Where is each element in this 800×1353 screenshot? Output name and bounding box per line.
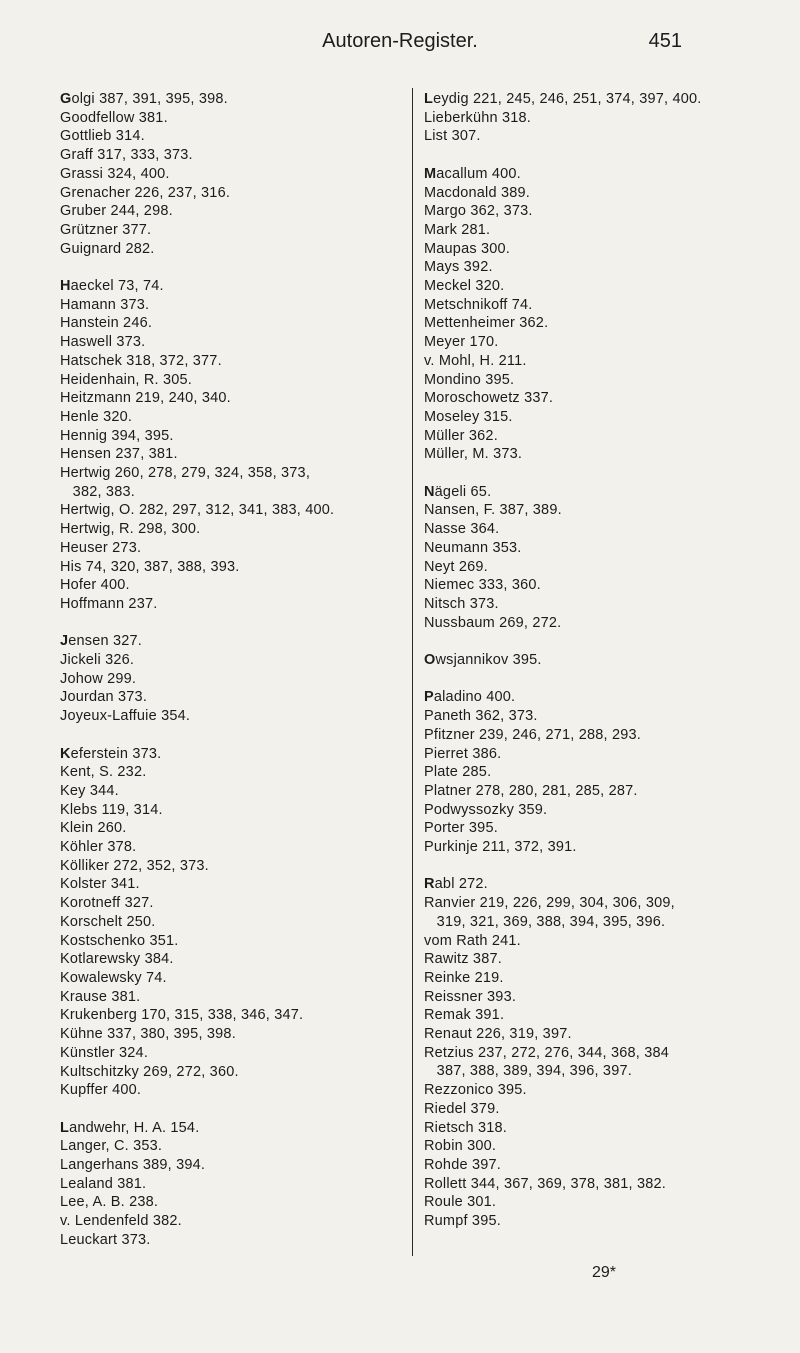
index-entry: Key 344. xyxy=(60,782,119,799)
index-entry: Gruber 244, 298. xyxy=(60,203,173,220)
index-entry: Kühne 337, 380, 395, 398. xyxy=(60,1026,236,1043)
index-entry: Macdonald 389. xyxy=(424,184,530,201)
index-entry: Purkinje 211, 372, 391. xyxy=(424,839,577,856)
index-entry: Robin 300. xyxy=(424,1138,497,1155)
index-letter-group xyxy=(60,90,400,258)
index-entry: Owsjannikov 395. xyxy=(424,652,542,669)
index-letter-group xyxy=(424,875,774,1230)
index-entry: Hertwig, R. 298, 300. xyxy=(60,521,201,538)
index-entry: Graff 317, 333, 373. xyxy=(60,147,193,164)
index-entry: Hamann 373. xyxy=(60,296,150,313)
index-entry: Porter 395. xyxy=(424,820,498,837)
index-entry: Meckel 320. xyxy=(424,278,505,295)
index-entry: Kotlarewsky 384. xyxy=(60,951,174,968)
index-entry: Keferstein 373. xyxy=(60,745,162,762)
group-initial: L xyxy=(60,1119,70,1136)
index-entry: His 74, 320, 387, 388, 393. xyxy=(60,558,240,575)
index-entry: Pierret 386. xyxy=(424,745,502,762)
index-entry: Grassi 324, 400. xyxy=(60,165,170,182)
index-entry: Kowalewsky 74. xyxy=(60,970,167,986)
index-entry: Rietsch 318. xyxy=(424,1119,507,1136)
index-entry: Müller, M. 373. xyxy=(424,446,523,463)
index-entry: Grenacher 226, 237, 316. xyxy=(60,184,231,201)
index-entry: Meyer 170. xyxy=(424,334,499,351)
group-initial: R xyxy=(424,876,435,893)
index-letter-group xyxy=(424,90,774,146)
index-letter-group xyxy=(424,165,774,464)
index-entry: Haeckel 73, 74. xyxy=(60,278,164,295)
index-entry: Korotneff 327. xyxy=(60,895,154,912)
index-entry: Platner 278, 280, 281, 285, 287. xyxy=(424,782,638,799)
index-entry: Maupas 300. xyxy=(424,240,511,257)
index-entry: Joyeux-Laffuie 354. xyxy=(60,708,191,725)
index-entry: Mark 281. xyxy=(424,221,491,238)
page-number: 451 xyxy=(648,30,682,52)
index-entry: Rezzonico 395. xyxy=(424,1082,527,1099)
index-entry: Kupffer 400. xyxy=(60,1082,142,1099)
index-entry: Rohde 397. xyxy=(424,1157,501,1173)
index-entry: Hennig 394, 395. xyxy=(60,427,174,444)
index-entry: Guignard 282. xyxy=(60,240,155,257)
index-entry: Haswell 373. xyxy=(60,334,146,351)
index-entry: Roule 301. xyxy=(424,1194,497,1211)
index-column-right xyxy=(424,90,774,1250)
index-entry: vom Rath 241. xyxy=(424,932,521,949)
index-entry: Müller 362. xyxy=(424,427,498,444)
page-header xyxy=(0,30,800,56)
index-entry: Kultschitzky 269, 272, 360. xyxy=(60,1063,239,1080)
index-entry: Hofer 400. xyxy=(60,577,130,594)
index-entry: Kölliker 272, 352, 373. xyxy=(60,857,209,874)
index-letter-group xyxy=(60,277,400,614)
index-entry: Lealand 381. xyxy=(60,1175,147,1192)
index-entry: Pfitzner 239, 246, 271, 288, 293. xyxy=(424,726,642,743)
index-entry: Gottlieb 314. xyxy=(60,128,145,145)
index-entry: Paneth 362, 373. xyxy=(424,708,538,725)
index-entry: Henle 320. xyxy=(60,408,133,425)
index-entry: Plate 285. xyxy=(424,764,492,781)
group-initial: H xyxy=(60,278,71,295)
index-entry: Metschnikoff 74. xyxy=(424,296,533,313)
index-entry: Mondino 395. xyxy=(424,371,515,388)
index-entry: Rabl 272. xyxy=(424,876,488,893)
index-letter-group xyxy=(60,745,400,1100)
index-entry: Remak 391. xyxy=(424,1007,505,1024)
index-entry: Hensen 237, 381. xyxy=(60,446,178,463)
group-initial: P xyxy=(424,689,434,706)
index-entry: Kolster 341. xyxy=(60,876,140,893)
index-entry: Langerhans 389, 394. xyxy=(60,1157,206,1174)
index-entry: Heidenhain, R. 305. xyxy=(60,371,192,388)
index-entry: Mays 392. xyxy=(424,259,493,276)
index-entry: Margo 362, 373. xyxy=(424,203,533,220)
index-entry: Nägeli 65. xyxy=(424,483,492,500)
index-entry: Leydig 221, 245, 246, 251, 374, 397, 400. xyxy=(424,91,702,107)
index-entry: Klein 260. xyxy=(60,820,127,837)
index-entry: Reissner 393. xyxy=(424,988,517,1005)
index-letter-group xyxy=(424,651,774,670)
index-letter-group xyxy=(60,1119,400,1250)
index-entry: Nansen, F. 387, 389. xyxy=(424,502,562,519)
index-entry: Heuser 273. xyxy=(60,539,142,556)
index-entry: Rawitz 387. xyxy=(424,951,502,968)
index-letter-group xyxy=(60,632,400,726)
index-entry: Jensen 327. xyxy=(60,633,143,650)
index-entry: Grützner 377. xyxy=(60,221,152,238)
index-entry: Krause 381. xyxy=(60,988,141,1005)
index-entry: Nitsch 373. xyxy=(424,595,499,612)
index-entry: Kostschenko 351. xyxy=(60,932,179,949)
index-entry: Krukenberg 170, 315, 338, 346, 347. xyxy=(60,1007,304,1024)
index-entry: List 307. xyxy=(424,128,481,145)
signature-mark: 29* xyxy=(592,1264,617,1281)
index-entry: Hanstein 246. xyxy=(60,315,153,332)
index-entry: Künstler 324. xyxy=(60,1044,149,1061)
group-initial: G xyxy=(60,91,72,107)
index-entry: Goodfellow 381. xyxy=(60,109,168,126)
group-initial: L xyxy=(424,91,434,107)
index-entry: Korschelt 250. xyxy=(60,913,156,930)
index-entry: Ranvier 219, 226, 299, 304, 306, 309, 319, 321, 369, 388, 394, 395, 396. xyxy=(424,895,675,930)
index-entry: Neyt 269. xyxy=(424,558,488,575)
index-entry: Jourdan 373. xyxy=(60,689,148,706)
index-entry: Reinke 219. xyxy=(424,969,504,986)
group-initial: M xyxy=(424,165,437,182)
index-entry: Renaut 226, 319, 397. xyxy=(424,1026,572,1043)
index-column-left xyxy=(60,90,400,1268)
index-entry: Köhler 378. xyxy=(60,839,137,856)
index-entry: Mettenheimer 362. xyxy=(424,315,549,332)
group-initial: J xyxy=(60,633,69,650)
index-entry: Moseley 315. xyxy=(424,408,513,425)
index-entry: Paladino 400. xyxy=(424,689,516,706)
index-entry: v. Lendenfeld 382. xyxy=(60,1213,182,1230)
index-entry: Landwehr, H. A. 154. xyxy=(60,1119,200,1136)
index-letter-group xyxy=(424,688,774,856)
index-entry: Golgi 387, 391, 395, 398. xyxy=(60,91,228,107)
index-letter-group xyxy=(424,483,774,633)
index-entry: Langer, C. 353. xyxy=(60,1138,163,1155)
group-initial: O xyxy=(424,652,436,669)
index-entry: Lee, A. B. 238. xyxy=(60,1194,159,1211)
index-entry: Johow 299. xyxy=(60,670,137,687)
index-entry: Neumann 353. xyxy=(424,539,522,556)
index-entry: Kent, S. 232. xyxy=(60,764,147,781)
index-entry: Jickeli 326. xyxy=(60,652,135,669)
index-entry: Heitzmann 219, 240, 340. xyxy=(60,390,231,407)
index-entry: Podwyssozky 359. xyxy=(424,801,548,818)
index-entry: Hoffmann 237. xyxy=(60,595,158,612)
index-entry: Leuckart 373. xyxy=(60,1231,151,1248)
index-entry: Riedel 379. xyxy=(424,1100,500,1117)
index-entry: v. Mohl, H. 211. xyxy=(424,352,527,369)
index-entry: Hatschek 318, 372, 377. xyxy=(60,352,222,369)
index-entry: Klebs 119, 314. xyxy=(60,801,163,818)
index-entry: Nasse 364. xyxy=(424,521,500,538)
index-entry: Hertwig, O. 282, 297, 312, 341, 383, 400. xyxy=(60,502,335,519)
index-entry: Rumpf 395. xyxy=(424,1213,501,1230)
group-initial: K xyxy=(60,745,71,762)
index-entry: Moroschowetz 337. xyxy=(424,390,554,407)
column-divider xyxy=(412,88,413,1256)
index-entry: Retzius 237, 272, 276, 344, 368, 384 387, 388, 389, 394, 396, 397. xyxy=(424,1044,670,1080)
index-entry: Macallum 400. xyxy=(424,165,521,182)
index-entry: Hertwig 260, 278, 279, 324, 358, 373, 382, 383. xyxy=(60,465,311,500)
index-entry: Niemec 333, 360. xyxy=(424,577,541,594)
index-entry: Nussbaum 269, 272. xyxy=(424,614,562,631)
page-title: Autoren-Register. xyxy=(322,30,478,52)
group-initial: N xyxy=(424,483,435,500)
index-entry: Rollett 344, 367, 369, 378, 381, 382. xyxy=(424,1175,666,1192)
index-entry: Lieberkühn 318. xyxy=(424,109,531,126)
